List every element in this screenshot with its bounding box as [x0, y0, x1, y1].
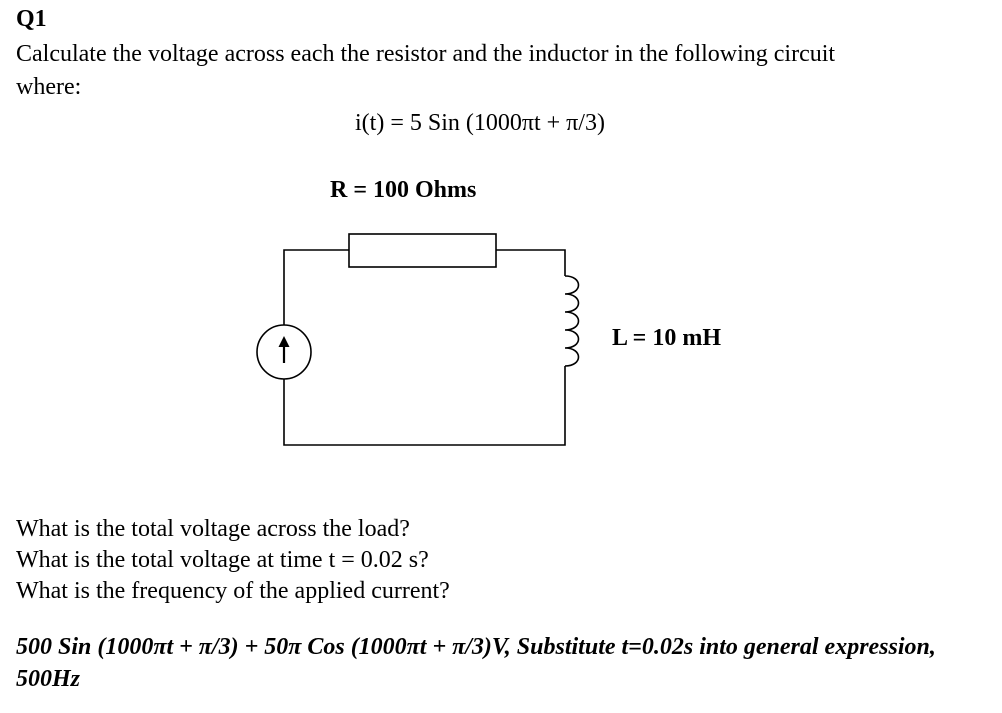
resistor-label: R = 100 Ohms	[330, 177, 477, 203]
sub-question: What is the frequency of the applied current?	[16, 578, 450, 604]
inductor-label: L = 10 mH	[612, 325, 722, 351]
question-number: Q1	[16, 6, 47, 32]
current-equation: i(t) = 5 Sin (1000πt + π/3)	[355, 110, 605, 136]
wire-top-left	[284, 250, 349, 325]
inductor	[565, 276, 579, 366]
current-source-icon	[257, 325, 311, 379]
resistor	[349, 234, 496, 267]
answer-text: 500 Sin (1000πt + π/3) + 50π Cos (1000πt + π/3)V, Substitute t=0.02s into general expression, 500Hz	[16, 634, 936, 692]
sub-question: What is the total voltage at time t = 0.02 s?	[16, 547, 429, 573]
wire-bottom	[284, 366, 565, 445]
sub-questions	[16, 514, 450, 607]
question-prompt-line1: Calculate the voltage across each the resistor and the inductor in the following circuit	[16, 41, 836, 67]
sub-question: What is the total voltage across the load?	[16, 516, 410, 542]
wire-top-right	[496, 250, 565, 276]
question-prompt-line2: where:	[16, 74, 82, 100]
